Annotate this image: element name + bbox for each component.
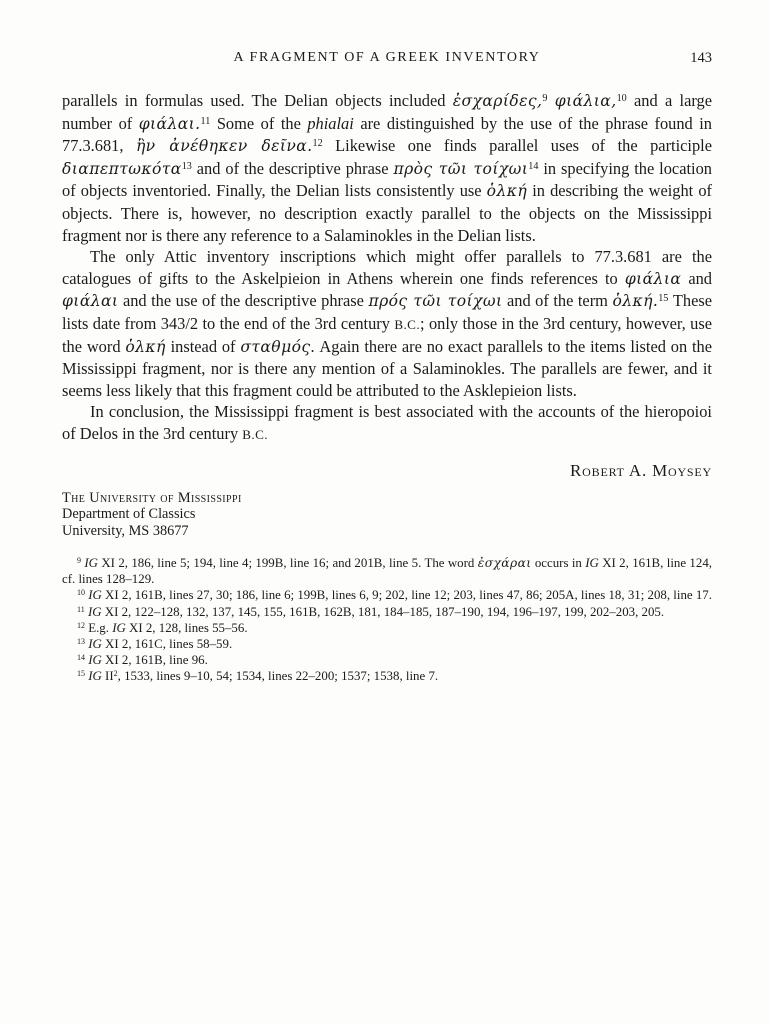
text-run: are distinguished by the use of the phrase found in 77.3.681, bbox=[62, 113, 712, 156]
footnote bbox=[62, 668, 712, 684]
footnotes bbox=[62, 555, 712, 685]
superscript-ref: 11 bbox=[200, 115, 211, 127]
text-run: XI 2, 161B, line 124, cf. lines 128–129. bbox=[62, 555, 712, 587]
paragraph bbox=[62, 90, 712, 246]
text-run: XI 2, 161B, line 96. bbox=[101, 653, 208, 668]
footnote bbox=[62, 652, 712, 668]
text-run: and a large number of bbox=[62, 91, 712, 133]
text-run: XI 2, 128, lines 55–56. bbox=[125, 620, 248, 635]
superscript-ref: 13 bbox=[181, 160, 192, 172]
greek-text-run: φιάλαι. bbox=[138, 114, 201, 133]
text-run: XI 2, 161B, lines 27, 30; 186, line 6; 199B, lines 6, 9; 202, line 12; 203, lines 47, 86; 205A, lines 18, 31; 208, line 17. bbox=[101, 588, 712, 603]
italic-text-run: IG bbox=[88, 588, 102, 603]
affiliation-institution: The University of Mississippi bbox=[62, 489, 242, 506]
greek-text-run: ἐσχάραι bbox=[477, 555, 532, 570]
superscript-ref: 12 bbox=[77, 620, 85, 630]
text-run: and of the descriptive phrase bbox=[191, 158, 394, 178]
greek-text-run: φιάλια, bbox=[554, 92, 617, 110]
affiliation-address: University, MS 38677 bbox=[62, 523, 189, 540]
superscript-ref: 12 bbox=[312, 138, 323, 150]
author-signature: Robert A. Moysey bbox=[570, 460, 712, 480]
footnote bbox=[62, 604, 712, 620]
running-title: A FRAGMENT OF A GREEK INVENTORY bbox=[233, 50, 541, 65]
footnote bbox=[62, 636, 712, 652]
page-header bbox=[62, 50, 712, 70]
superscript-ref: 10 bbox=[616, 93, 627, 105]
text-run: XI 2, 186, line 5; 194, line 4; 199B, line 16; and 201B, line 5. The word bbox=[97, 555, 478, 570]
greek-text-run: φιάλια bbox=[624, 269, 682, 288]
text-run: in describing the weight of objects. There is, however, no description exactly parallel to the objects on the Mississippi fragment nor is there any reference to a Salaminokles in the Delian lists. bbox=[62, 181, 712, 245]
italic-text-run: IG bbox=[585, 555, 599, 570]
superscript-ref: 15 bbox=[77, 669, 85, 679]
text-run: XI 2, 122–128, 132, 137, 145, 155, 161B, 162B, 181, 184–185, 187–190, 194, 196–197, 199, 202–203, 205. bbox=[101, 604, 665, 619]
affiliation-block bbox=[62, 490, 712, 540]
superscript-ref: 2 bbox=[113, 669, 118, 679]
affiliation-department: Department of Classics bbox=[62, 506, 196, 523]
smallcaps-text-run: B.C. bbox=[242, 426, 268, 442]
italic-text-run: IG bbox=[112, 620, 126, 635]
greek-text-run: ἐσχαρίδες, bbox=[452, 92, 543, 110]
text-run: XI 2, 161C, lines 58–59. bbox=[101, 636, 233, 651]
superscript-ref: 15 bbox=[658, 293, 669, 305]
text-run: and the use of the descriptive phrase bbox=[118, 291, 369, 311]
footnote bbox=[62, 620, 712, 636]
text-run: in specifying the location of objects inventoried. Finally, the Delian lists consistently use bbox=[62, 158, 712, 201]
text-run: ; only those in the 3rd century, however, use the word bbox=[62, 313, 712, 356]
text-run: The only Attic inventory inscriptions which might offer parallels to 77.3.681 are the catalogues of gifts to the Askelpieion in Athens wherein one finds references to bbox=[62, 247, 712, 288]
page-number: 143 bbox=[690, 50, 712, 66]
superscript-ref: 11 bbox=[77, 604, 85, 614]
greek-text-run: διαπεπτωκότα bbox=[62, 159, 182, 178]
superscript-ref: 9 bbox=[77, 556, 81, 566]
greek-text-run: ἣν ἀνέθηκεν δεῖνα. bbox=[135, 137, 313, 156]
text-run: E.g. bbox=[84, 620, 113, 635]
text-run: occurs in bbox=[531, 555, 586, 570]
greek-text-run: πρὸς τῶι τοίχωι bbox=[393, 159, 529, 178]
text-run: and of the term bbox=[502, 291, 613, 311]
italic-text-run: IG bbox=[84, 555, 98, 570]
superscript-ref: 9 bbox=[542, 93, 548, 105]
paragraph bbox=[62, 246, 712, 401]
italic-text-run: IG bbox=[88, 669, 102, 684]
text-run: . Again there are no exact parallels to the items listed on the Mississippi fragment, nor is there any mention of a Salaminokles. The parallels are fewer, and it seems less likely that this fragment could be attributed to the Asklepieion lists. bbox=[62, 336, 713, 400]
text-run: instead of bbox=[165, 336, 241, 356]
text-run: Some of the bbox=[210, 113, 308, 133]
italic-text-run: IG bbox=[87, 604, 102, 619]
italic-text-run: phialai bbox=[307, 113, 354, 133]
text-run: parallels in formulas used. The Delian objects included bbox=[62, 91, 453, 110]
footnote bbox=[62, 555, 712, 587]
italic-text-run: IG bbox=[88, 636, 102, 651]
footnote bbox=[62, 587, 712, 603]
text-run bbox=[547, 91, 554, 110]
greek-text-run: σταθμός bbox=[240, 337, 311, 356]
text-run: These lists date from 343/2 to the end of the 3rd century bbox=[62, 291, 713, 333]
text-run: II bbox=[101, 669, 114, 684]
page-content bbox=[62, 50, 712, 685]
greek-text-run: ὁλκή bbox=[125, 337, 166, 356]
text-run: , 1533, lines 9–10, 54; 1534, lines 22–200; 1537; 1538, line 7. bbox=[117, 669, 439, 684]
greek-text-run: ὁλκή. bbox=[612, 292, 659, 311]
superscript-ref: 14 bbox=[77, 653, 85, 663]
greek-text-run: φιάλαι bbox=[62, 292, 119, 311]
paragraph bbox=[62, 401, 712, 445]
greek-text-run: πρός τῶι τοίχωι bbox=[368, 292, 503, 311]
text-run: In conclusion, the Mississippi fragment is best associated with the accounts of the hieropoioi of Delos in the 3rd century bbox=[62, 402, 712, 443]
superscript-ref: 13 bbox=[77, 637, 85, 647]
italic-text-run: IG bbox=[88, 653, 102, 668]
superscript-ref: 10 bbox=[77, 588, 85, 598]
greek-text-run: ὁλκή bbox=[486, 182, 528, 201]
smallcaps-text-run: B.C. bbox=[394, 316, 421, 332]
text-run: and bbox=[681, 268, 713, 288]
article-body bbox=[62, 90, 712, 446]
text-run: Likewise one finds parallel uses of the participle bbox=[322, 136, 712, 156]
superscript-ref: 14 bbox=[528, 160, 539, 172]
